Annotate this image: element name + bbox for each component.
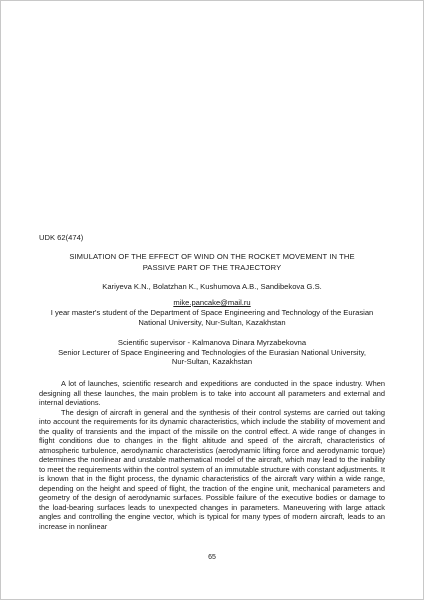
page-number: 65 [208, 554, 216, 561]
supervisor-location: Nur-Sultan, Kazakhstan [171, 357, 253, 367]
title-line-2: PASSIVE PART OF THE TRAJECTORY [142, 262, 282, 272]
author-affiliation [39, 308, 385, 327]
body-text [39, 379, 385, 531]
email-line [39, 298, 385, 307]
body-paragraph-1: A lot of launches, scientific research and expeditions are conducted in the space industry. When designing all these launches, the main problem is to take into account all parameters and external and internal deviations. [39, 379, 385, 407]
affiliation-line-1: I year master's student of the Department of Space Engineering and Technology of the Eurasian [50, 308, 374, 317]
supervisor-position: Senior Lecturer of Space Engineering and Technologies of the Eurasian National University, [58, 347, 366, 357]
title-line-1: SIMULATION OF THE EFFECT OF WIND ON THE ROCKET MOVEMENT IN THE [69, 252, 355, 261]
author-list: Kariyeva K.N., Bolatzhan K., Kushumova A.B., Sandibekova G.S. [102, 282, 322, 291]
body-paragraph-2: The design of aircraft in general and the synthesis of their control systems are carried out taking into account the requirements for its dynamic characteristics, which include the stability of movement and the quality of transients and the impact of the missile on the control effect. A wide range of changes in flight conditions due to changes in the flight altitude and speed of the aircraft, characteristics of atmospheric turbulence, aerodynamic characteristics (aerodynamic lifting force and aerodynamic torque) determines the nonlinear and unstable mathematical model of the aircraft, which may lead to the inability to meet the requirements within the control system of an immutable structure with constant adjustments. It is known that in the flight process, the dynamic characteristics of the aircraft vary within a wide range, depending on the height and speed of flight, the traction of the engine unit, mechanical parameters and geometry of the design of aerodynamic surfaces. Possible failure of the executive bodies or damage to the load-bearing surfaces leads to unexpected changes in parameters. Maneuvering with large attack angles and controlling the engine vector, which is typical for many types of modern aircraft, leads to an increase in nonlinear [39, 407, 385, 531]
email-link[interactable]: mike.pancake@mail.ru [173, 298, 251, 307]
supervisor-name: Scientific supervisor - Kalmanova Dinara Myrzabekovna [117, 338, 307, 347]
affiliation-line-2: National University, Nur-Sultan, Kazakhstan [138, 317, 286, 327]
paper-title [41, 252, 383, 273]
udk-code: UDK 62(474) [39, 233, 84, 242]
supervisor-block [39, 338, 385, 367]
